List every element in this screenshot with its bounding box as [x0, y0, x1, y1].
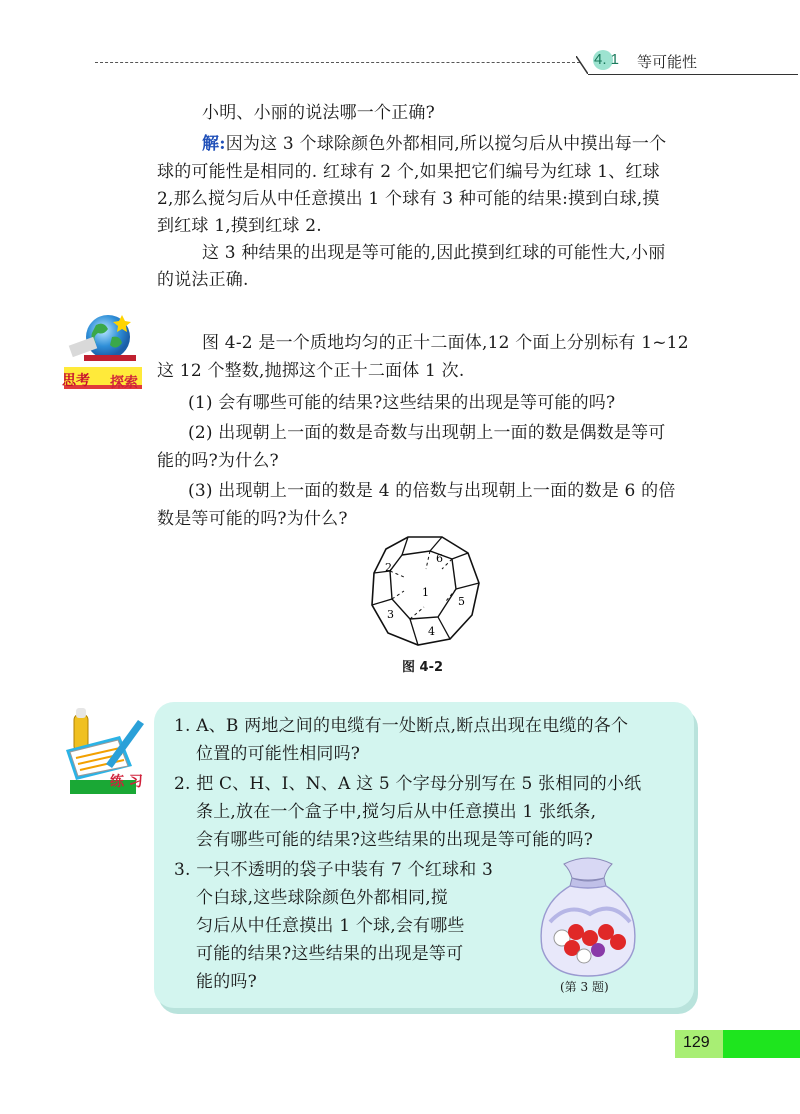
face-label-3: 3 [387, 608, 394, 621]
header-underline [588, 74, 798, 75]
exercise-2-line-3: 会有哪些可能的结果?这些结果的出现是等可能的吗? [196, 830, 594, 850]
exercise-3-line-1: 3. 一只不透明的袋子中装有 7 个红球和 3 [174, 860, 494, 880]
think-question-3-line-2: 数是等可能的吗?为什么? [157, 509, 348, 529]
think-question-1: (1) 会有哪些可能的结果?这些结果的出现是等可能的吗? [188, 393, 616, 413]
think-line-2: 这 12 个整数,抛掷这个正十二面体 1 次. [157, 361, 465, 381]
ball-bag-illustration [528, 852, 648, 982]
think-question-3-line-1: (3) 出现朝上一面的数是 4 的倍数与出现朝上一面的数是 6 的倍 [188, 481, 676, 501]
question-line: 小明、小丽的说法哪一个正确? [202, 103, 435, 123]
practice-label: 练 习 [110, 774, 143, 790]
dodecahedron-figure [370, 535, 480, 647]
figure-caption: 图 4-2 [402, 660, 444, 675]
think-line-1: 图 4-2 是一个质地均匀的正十二面体,12 个面上分别标有 1~12 [202, 333, 689, 353]
exercise-3-line-2: 个白球,这些球除颜色外都相同,搅 [196, 888, 449, 908]
exercise-1-line-1: 1. A、B 两地之间的电缆有一处断点,断点出现在电缆的各个 [174, 716, 629, 736]
face-label-5: 5 [458, 595, 465, 608]
solution-line-3: 2,那么搅匀后从中任意摸出 1 个球有 3 种可能的结果:摸到白球,摸 [157, 189, 660, 209]
explore-label: 探索 [110, 375, 138, 391]
face-label-4: 4 [428, 625, 435, 638]
section-number: 4. 1 [594, 51, 620, 68]
exercise-2-line-1: 2. 把 C、H、I、N、A 这 5 个字母分别写在 5 张相同的小纸 [174, 774, 642, 794]
think-question-2-line-2: 能的吗?为什么? [157, 451, 279, 471]
solution-label: 解: [202, 134, 226, 154]
think-question-2-line-1: (2) 出现朝上一面的数是奇数与出现朝上一面的数是偶数是等可 [188, 423, 666, 443]
exercise-3-line-5: 能的吗? [196, 972, 257, 992]
exercise-3-line-4: 可能的结果?这些结果的出现是等可 [196, 944, 464, 964]
section-title: 等可能性 [637, 53, 698, 71]
face-label-1: 1 [422, 586, 429, 599]
conclusion-line-2: 的说法正确. [157, 270, 249, 290]
exercise-3-line-3: 匀后从中任意摸出 1 个球,会有哪些 [196, 916, 465, 936]
solution-line-1: 解:因为这 3 个球除颜色外都相同,所以搅匀后从中摸出每一个 [202, 134, 667, 154]
exercise-1-line-2: 位置的可能性相同吗? [196, 744, 361, 764]
face-label-6: 6 [436, 552, 443, 565]
face-label-2: 2 [385, 561, 392, 574]
header-rule-slant [576, 56, 588, 74]
exercise-2-line-2: 条上,放在一个盒子中,搅匀后从中任意摸出 1 张纸条, [196, 802, 597, 822]
solution-line-2: 球的可能性是相同的. 红球有 2 个,如果把它们编号为红球 1、红球 [157, 162, 660, 182]
conclusion-line-1: 这 3 种结果的出现是等可能的,因此摸到红球的可能性大,小丽 [202, 243, 666, 263]
solution-line-4: 到红球 1,摸到红球 2. [157, 216, 322, 236]
think-label: 思考 [62, 373, 90, 389]
page-number: 129 [683, 1034, 710, 1051]
bag-caption: (第 3 题) [560, 980, 609, 994]
header-dashed-rule [95, 62, 580, 63]
